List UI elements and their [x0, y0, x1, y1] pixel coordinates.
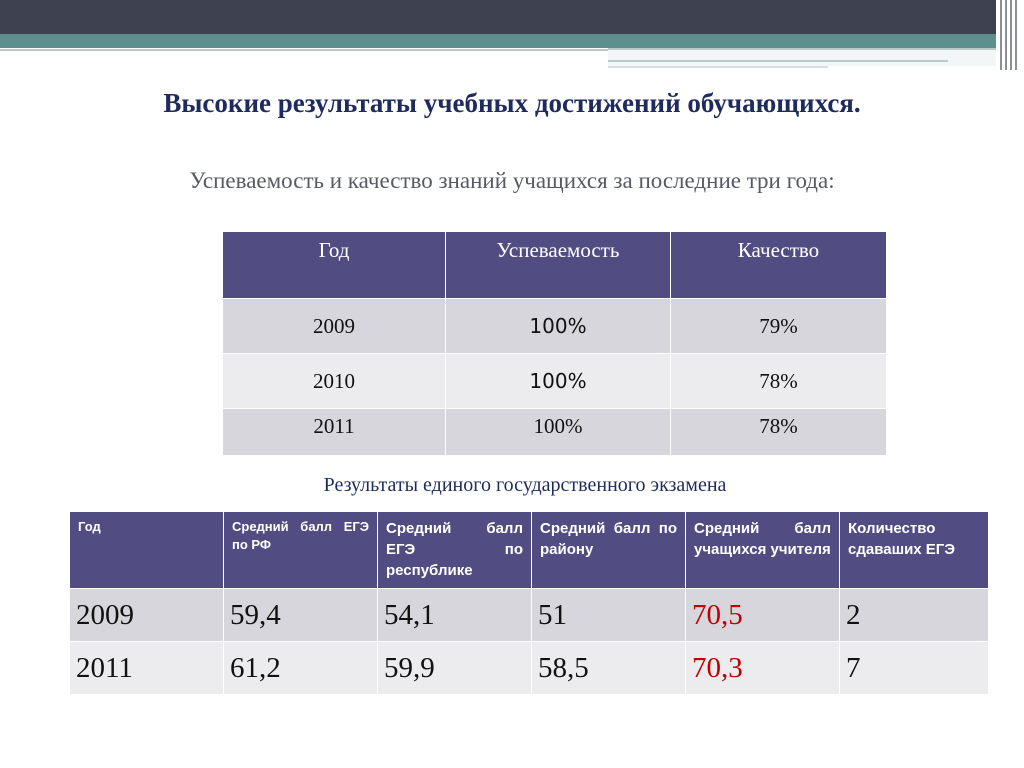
cell-avg-rf: 61,2: [224, 642, 378, 695]
cell-year: 2010: [223, 354, 446, 409]
cell-progress: 100%: [446, 354, 671, 409]
table-row: [223, 299, 887, 354]
cell-avg-district: 58,5: [532, 642, 686, 695]
header-cell-quality: Качество: [671, 232, 887, 299]
cell-avg-district: 51: [532, 589, 686, 642]
performance-table: [222, 231, 887, 456]
cell-year: 2009: [70, 589, 224, 642]
decor-line: [608, 66, 828, 68]
cell-quality: 78%: [671, 409, 887, 456]
cell-avg-republic: 59,9: [378, 642, 532, 695]
header-cell-avg-teacher: Средний балл учащихся учителя: [686, 512, 840, 589]
top-decor-bar: [0, 0, 1024, 34]
cell-avg-republic: 54,1: [378, 589, 532, 642]
header-cell-year: Год: [70, 512, 224, 589]
table-header-row: [70, 512, 989, 589]
table-row: [70, 642, 989, 695]
cell-quality: 79%: [671, 299, 887, 354]
subtitle: Успеваемость и качество знаний учащихся за последние три года:: [189, 168, 835, 193]
header-cell-avg-rf: Средний балл ЕГЭ по РФ: [224, 512, 378, 589]
cell-avg-rf: 59,4: [224, 589, 378, 642]
cell-progress: 100%: [446, 409, 671, 456]
cell-avg-teacher: 70,5: [686, 589, 840, 642]
section-title-exam: Результаты единого государственного экзамена: [323, 474, 727, 496]
header-cell-avg-district: Средний балл по району: [532, 512, 686, 589]
cell-year: 2009: [223, 299, 446, 354]
exam-results-table: [69, 511, 989, 695]
decor-box: [608, 48, 998, 66]
teal-decor-band: [0, 34, 1024, 48]
header-cell-year: Год: [223, 232, 446, 299]
header-cell-count: Количество сдаваших ЕГЭ: [840, 512, 989, 589]
decor-vertical-stripes: [996, 0, 1024, 70]
page-title: Высокие результаты учебных достижений обучающихся.: [163, 88, 861, 118]
table-row: [223, 409, 887, 456]
cell-quality: 78%: [671, 354, 887, 409]
cell-year: 2011: [70, 642, 224, 695]
cell-count: 2: [840, 589, 989, 642]
table-row: [70, 589, 989, 642]
cell-count: 7: [840, 642, 989, 695]
cell-avg-teacher: 70,3: [686, 642, 840, 695]
header-cell-avg-republic: Средний балл ЕГЭ по республике: [378, 512, 532, 589]
table-row: [223, 354, 887, 409]
decor-line: [608, 60, 948, 62]
header-cell-progress: Успеваемость: [446, 232, 671, 299]
cell-progress: 100%: [446, 299, 671, 354]
table-header-row: [223, 232, 887, 299]
cell-year: 2011: [223, 409, 446, 456]
decor-line: [0, 49, 610, 51]
